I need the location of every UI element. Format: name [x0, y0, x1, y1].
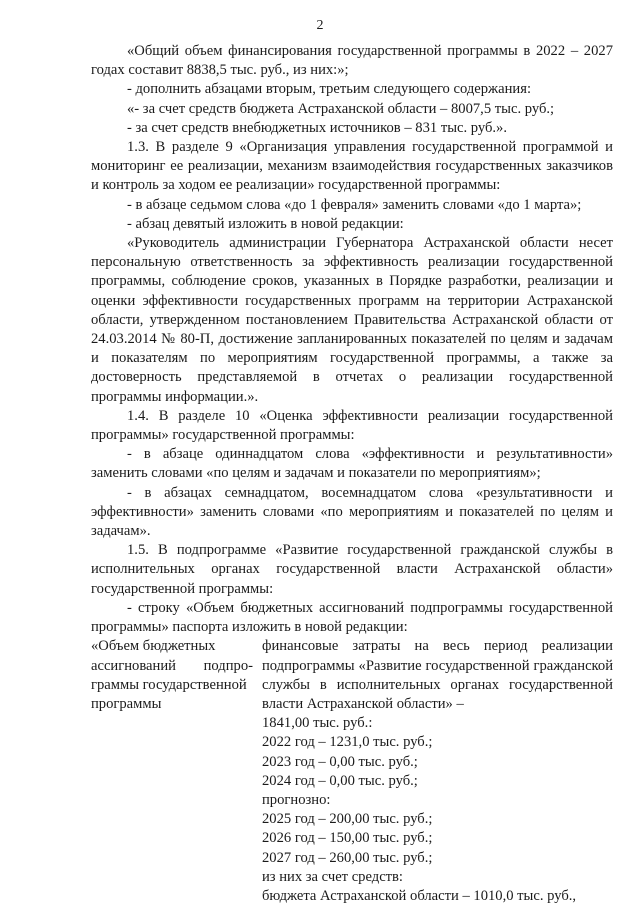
document-body	[91, 42, 613, 906]
passport-label-line: программы	[91, 695, 162, 712]
passport-year: 2023 год – 0,00 тыс. руб.;	[262, 753, 418, 770]
passport-values	[262, 714, 613, 906]
passport-label-line: «Объем бюджетных	[91, 638, 216, 655]
passport-label-line: ассигнований подпро-	[91, 657, 253, 674]
passport-intro: финансовые затраты на весь период реализации подпрограммы «Развитие государственной гражданской службы в исполнительных органах государственной власти Астраханской области» –	[262, 638, 613, 712]
passport-forecast-label: прогнозно:	[262, 791, 331, 808]
passport-label-line: граммы государственной	[91, 676, 247, 693]
paragraph-budget-row: - строку «Объем бюджетных ассигнований подпрограммы государственной программы» паспорта изложить в новой редакции:	[91, 599, 613, 636]
passport-forecast-year: 2025 год – 200,00 тыс. руб.;	[262, 811, 433, 828]
paragraph-seventh-clause: - в абзаце седьмом слова «до 1 февраля» заменить словами «до 1 марта»;	[127, 196, 582, 213]
passport-sources-label: из них за счет средств:	[262, 868, 403, 885]
passport-forecast-year: 2027 год – 260,00 тыс. руб.;	[262, 849, 433, 866]
paragraph-add-clauses: - дополнить абзацами вторым, третьим следующего содержания:	[127, 81, 532, 98]
passport-year: 2022 год – 1231,0 тыс. руб.;	[262, 734, 433, 751]
passport-row-label	[91, 637, 253, 906]
passport-total: 1841,00 тыс. руб.:	[262, 715, 373, 732]
passport-forecast-year: 2026 год – 150,00 тыс. руб.;	[262, 830, 433, 847]
paragraph-subprogram: 1.5. В подпрограмме «Развитие государственной гражданской службы в исполнительных органах государственной власти Астраханской области» государственной программы:	[91, 542, 613, 597]
paragraph-responsibility: «Руководитель администрации Губернатора Астраханской области несет персональную ответственность за эффективность реализации государственной программы, соблюдение сроков, указанных в Порядке разработки, реализации и оценки эффективности государственных программ на территории Астраханской области, утвержденном постановлением Правительства Астраханской области от 24.03.2014 № 80-П, достижение запланированных показателей по целям и задачам и показателям по мероприятиям государственной программы, а также за достоверность представляемой в отчетах о реализации государственной программы информации.».	[91, 235, 613, 405]
passport-source: бюджета Астраханской области – 1010,0 тыс. руб.,	[262, 887, 577, 904]
paragraph-regional-budget: «- за счет средств бюджета Астраханской области – 8007,5 тыс. руб.;	[127, 100, 555, 117]
passport-year: 2024 год – 0,00 тыс. руб.;	[262, 772, 418, 789]
paragraph-section-10: 1.4. В разделе 10 «Оценка эффективности реализации государственной программы» государственной программы:	[91, 407, 613, 444]
paragraph-financing-total: «Общий объем финансирования государственной программы в 2022 – 2027 годах составит 8838,5 тыс. руб., из них:»;	[91, 43, 613, 79]
passport-row-value	[262, 637, 613, 906]
paragraph-ninth-clause: - абзац девятый изложить в новой редакции:	[127, 215, 404, 232]
paragraph-section-9: 1.3. В разделе 9 «Организация управления государственной программой и мониторинг ее реализации, механизм взаимодействия государственных заказчиков и контроль за ходом ее реализации» государственной программы:	[91, 139, 613, 194]
passport-row	[91, 637, 613, 906]
paragraph-eleventh-clause: - в абзаце одиннадцатом слова «эффективности и результативности» заменить словами «по целям и задачам и показатели по мероприятиям»;	[91, 446, 613, 482]
paragraph-seventeenth-clause: - в абзацах семнадцатом, восемнадцатом слова «результативности и эффективности» заменить словами «по мероприятиям и показателей по целям и задачам».	[91, 484, 613, 540]
page-number: 2	[316, 18, 324, 33]
paragraph-extrabudgetary: - за счет средств внебюджетных источников – 831 тыс. руб.».	[127, 119, 508, 136]
